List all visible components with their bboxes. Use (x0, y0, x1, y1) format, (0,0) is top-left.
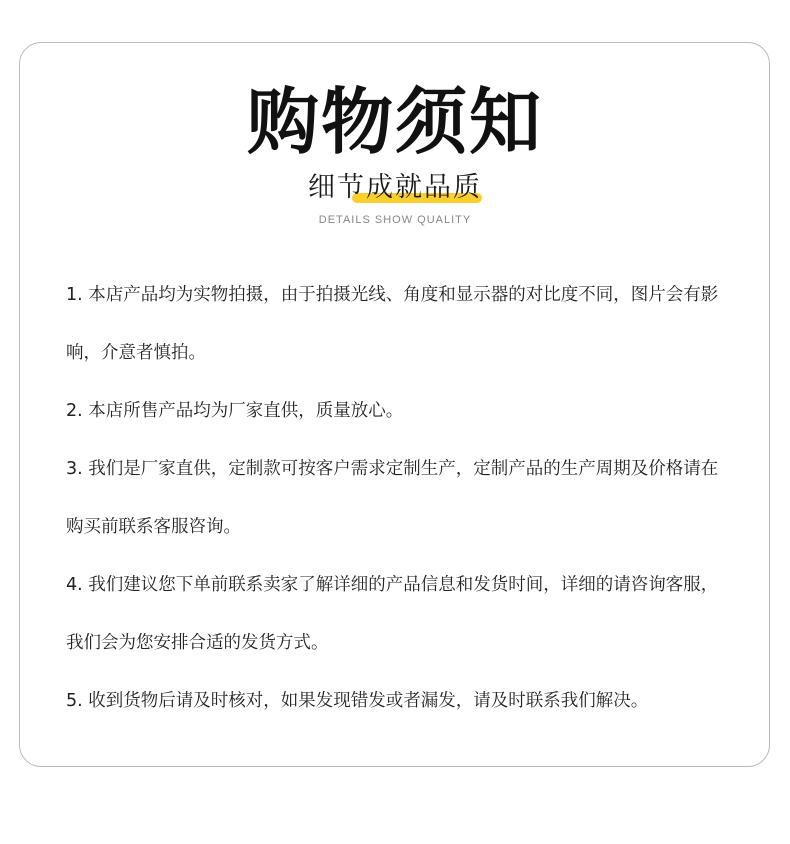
page-title: 购物须知 (246, 80, 543, 164)
note-item: 2. 本店所售产品均为厂家直供，质量放心。 (66, 401, 404, 421)
subtitle: 细节成就品质 (308, 172, 482, 203)
notes-list (66, 266, 731, 730)
subtitle-container (0, 170, 790, 206)
tagline: DETAILS SHOW QUALITY (318, 214, 472, 226)
note-item: 1. 本店产品均为实物拍摄，由于拍摄光线、角度和显示器的对比度不同，图片会有影响，介意者慎拍。 (66, 285, 719, 363)
note-item: 5. 收到货物后请及时核对，如果发现错发或者漏发，请及时联系我们解决。 (66, 691, 649, 711)
note-item: 4. 我们建议您下单前联系卖家了解详细的产品信息和发货时间，详细的请咨询客服，我们会为您安排合适的发货方式。 (66, 575, 719, 653)
note-item: 3. 我们是厂家直供，定制款可按客户需求定制生产，定制产品的生产周期及价格请在购买前联系客服咨询。 (66, 459, 719, 537)
